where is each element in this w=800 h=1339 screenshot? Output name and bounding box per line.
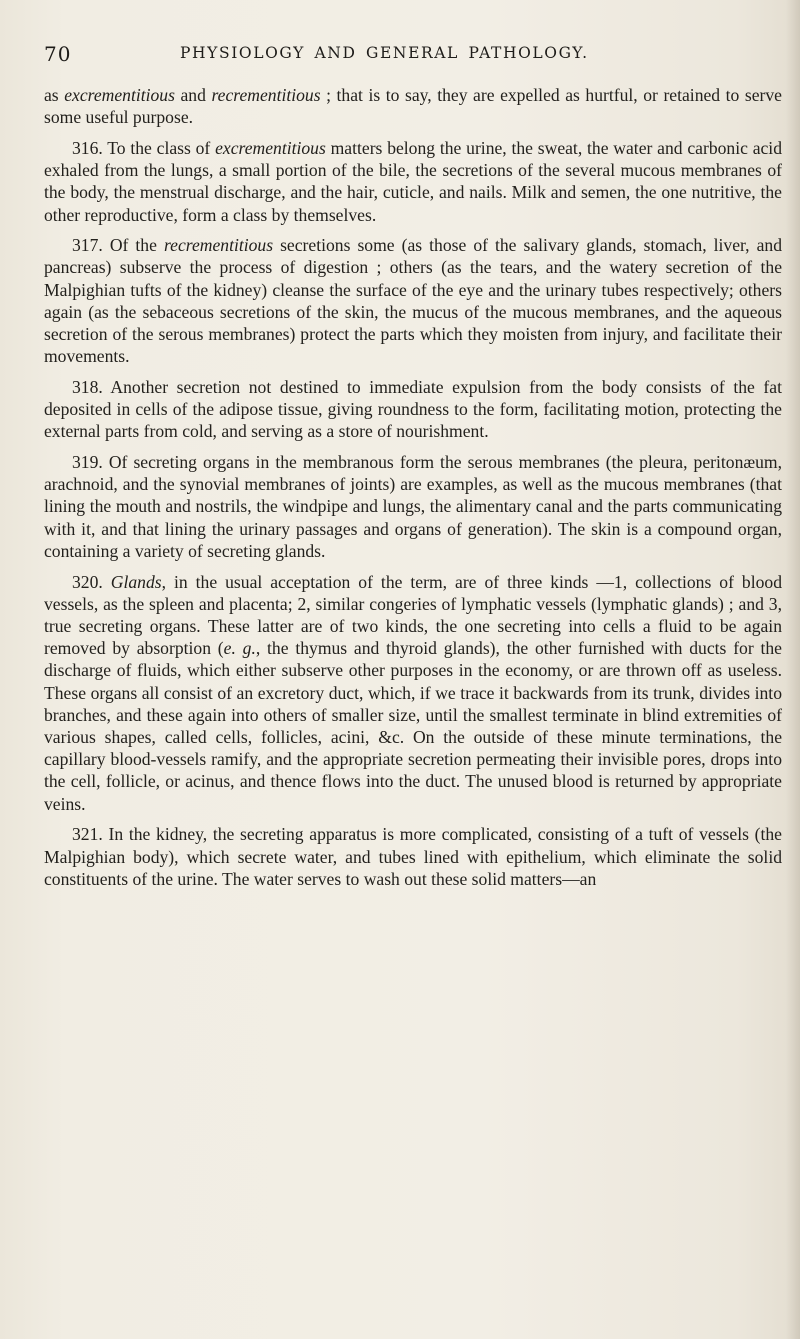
running-title: PHYSIOLOGY AND GENERAL PATHOLOGY. (180, 44, 589, 62)
paragraph-317 (44, 234, 782, 367)
body-text (44, 84, 782, 890)
italic-term: excrementitious (215, 137, 326, 158)
text-run (103, 572, 111, 592)
text-run: matters belong the urine, the sweat, the water and carbonic acid exhaled from the lungs, a small portion of the bile, the secretions of the several mucous membranes of the body, the menstrual discharge, and the hair, cuticle, and nails. Milk and semen, the one nutritive, the other reproductive, form a class by themselves. (44, 137, 782, 225)
paragraph-318 (44, 376, 782, 443)
italic-term: excrementitious (64, 85, 175, 105)
italic-term: recrementitious (211, 85, 321, 105)
paragraph-320 (44, 571, 782, 815)
text-run: To the class of (102, 137, 216, 158)
italic-term: Glands (110, 571, 162, 592)
continuation-paragraph (44, 84, 782, 128)
paragraph-321 (44, 823, 782, 890)
text-run: as (44, 85, 65, 105)
text-run: Of secreting organs in the membranous form the serous membranes (the pleura, peritonæum, arachnoid, and the synovial membranes of joints) are examples, as well as the mucous membranes (that lining the mouth and nostrils, the windpipe and lungs, the alimentary canal and the parts communicating with it, and that lining the urinary passages and organs of generation). The skin is a compound organ, containing a variety of secreting glands. (44, 452, 782, 561)
page-number: 70 (44, 42, 72, 66)
paragraph-number: 319. (72, 452, 103, 473)
paragraph-316 (44, 137, 782, 226)
running-head (44, 42, 784, 70)
italic-term: recrementitious (163, 235, 274, 256)
text-run: , in the usual acceptation of the term, are of three kinds —1, collections of blood vessels, as the spleen and placenta; 2, similar congeries of lymphatic vessels (lymphatic glands) ; and 3, true secreting organs. These latter are of two kinds, the one secreting into cells a fluid to be again removed by absorption ( (44, 571, 782, 659)
text-run: , the thymus and thyroid glands), the other furnished with ducts for the discharge of fluids, which either subserve other purposes in the economy, or are thrown off as useless. These organs all consist of an excretory duct, which, if we trace it backwards from its trunk, divides into branches, and these again into others of smaller size, until the smallest terminate in blind extremities of various shapes, called cells, follicles, acini, &c. On the outside of these minute terminations, the capillary blood-vessels ramify, and the appropriate secretion permeating their invisible pores, drops into the cell, follicle, or acinus, and thence flows into the duct. The unused blood is returned by appropriate veins. (44, 638, 782, 814)
italic-term: e. g. (223, 638, 256, 659)
paragraph-319 (44, 451, 782, 562)
paragraph-number: 316. (72, 137, 103, 158)
paragraph-number: 318. (72, 376, 103, 397)
text-run: Another secretion not destined to immediate expulsion from the body consists of the fat deposited in cells of the adipose tissue, giving roundness to the form, facilitating motion, protecting the external parts from cold, and serving as a store of nourishment. (44, 376, 782, 442)
page-edge-shadow (786, 0, 800, 1339)
paragraph-number: 317. (72, 235, 103, 256)
text-run: ; that is to say, they are expelled as hurtful, or retained to serve some useful purpose. (44, 85, 782, 128)
text-run: and (174, 85, 212, 105)
paragraph-number: 320. (72, 571, 103, 592)
text-run: Of the (102, 235, 164, 256)
paragraph-number: 321. (72, 824, 103, 845)
text-run: In the kidney, the secreting apparatus is more complicated, consisting of a tuft of vessels (the Malpighian body), which secrete water, and tubes lined with epithelium, which eliminate the solid constituents of the urine. The water serves to wash out these solid matters—an (44, 824, 782, 889)
text-run: secretions some (as those of the salivary glands, stomach, liver, and pancreas) subserve the process of digestion ; others (as the tears, and the watery secretion of the Malpighian tufts of the kidney) cleanse the surface of the eye and the urinary tubes respectively; others again (as the sebaceous secretions of the skin, the mucus of the mucous membranes, and the aqueous secretion of the serous membranes) protect the parts which they moisten from injury, and facilitate their movements. (44, 235, 782, 367)
